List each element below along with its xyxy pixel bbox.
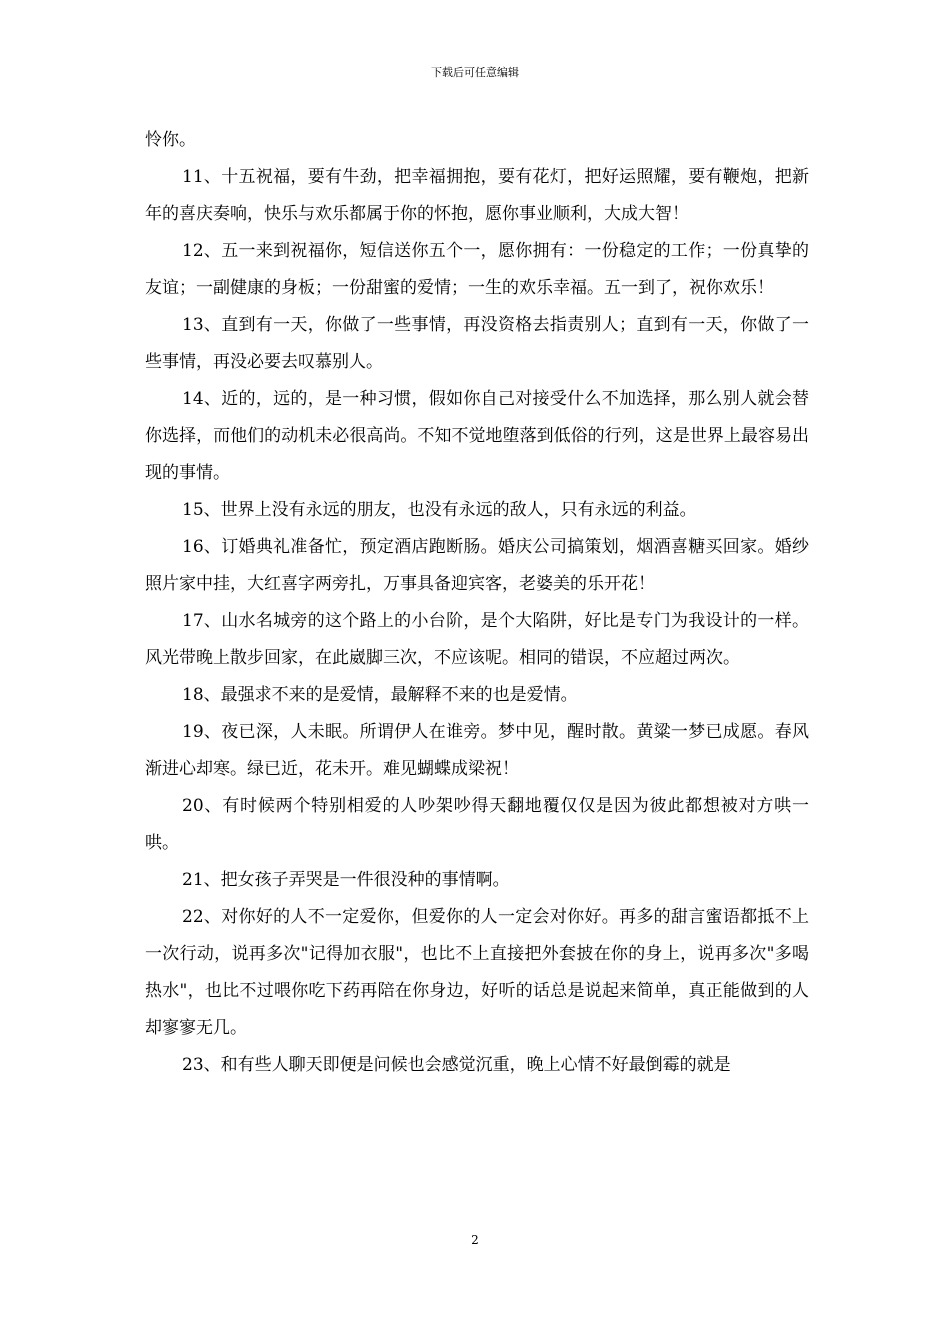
paragraph-20: 20、有时候两个特别相爱的人吵架吵得天翻地覆仅仅是因为彼此都想被对方哄一哄。 [145, 796, 809, 853]
paragraph-21: 21、把女孩子弄哭是一件很没种的事情啊。 [182, 870, 510, 890]
paragraph-16: 16、订婚典礼准备忙，预定酒店跑断肠。婚庆公司搞策划，烟酒喜糖买回家。婚纱照片家中挂，大红喜字两旁扎，万事具备迎宾客，老婆美的乐开花！ [145, 537, 809, 594]
paragraph-15: 15、世界上没有永远的朋友，也没有永远的敌人，只有永远的利益。 [182, 500, 697, 520]
paragraph-11: 11、十五祝福，要有牛劲，把幸福拥抱，要有花灯，把好运照耀，要有鞭炮，把新年的喜庆奏响，快乐与欢乐都属于你的怀抱，愿你事业顺利，大成大智！ [145, 167, 809, 224]
paragraph-13: 13、直到有一天，你做了一些事情，再没资格去指责别人；直到有一天，你做了一些事情，再没必要去叹慕别人。 [145, 315, 809, 372]
paragraph-22: 22、对你好的人不一定爱你，但爱你的人一定会对你好。再多的甜言蜜语都抵不上一次行动，说再多次"记得加衣服"，也比不上直接把外套披在你的身上，说再多次"多喝热水"，也比不过喂你吃下药再陪在你身边，好听的话总是说起来简单，真正能做到的人却寥寥无几。 [145, 907, 809, 1038]
page-header: 下载后可任意编辑 [431, 66, 519, 79]
paragraph-14: 14、近的，远的，是一种习惯，假如你自己对接受什么不加选择，那么别人就会替你选择，而他们的动机未必很高尚。不知不觉地堕落到低俗的行列，这是世界上最容易出现的事情。 [145, 389, 809, 483]
paragraph-23: 23、和有些人聊天即便是问候也会感觉沉重，晚上心情不好最倒霉的就是 [182, 1055, 731, 1075]
paragraph-17: 17、山水名城旁的这个路上的小台阶，是个大陷阱，好比是专门为我设计的一样。风光带晚上散步回家，在此崴脚三次，不应该呢。相同的错误，不应超过两次。 [145, 611, 809, 668]
paragraph-18: 18、最强求不来的是爱情，最解释不来的也是爱情。 [182, 685, 578, 705]
document-body [145, 122, 809, 1084]
page-number: 2 [471, 1233, 479, 1247]
continuation-text: 怜你。 [145, 130, 196, 150]
paragraph-12: 12、五一来到祝福你，短信送你五个一，愿你拥有：一份稳定的工作；一份真挚的友谊；一副健康的身板；一份甜蜜的爱情；一生的欢乐幸福。五一到了，祝你欢乐！ [145, 241, 809, 298]
paragraph-19: 19、夜已深，人未眠。所谓伊人在谁旁。梦中见，醒时散。黄粱一梦已成愿。春风渐进心却寒。绿已近，花未开。难见蝴蝶成梁祝！ [145, 722, 809, 779]
